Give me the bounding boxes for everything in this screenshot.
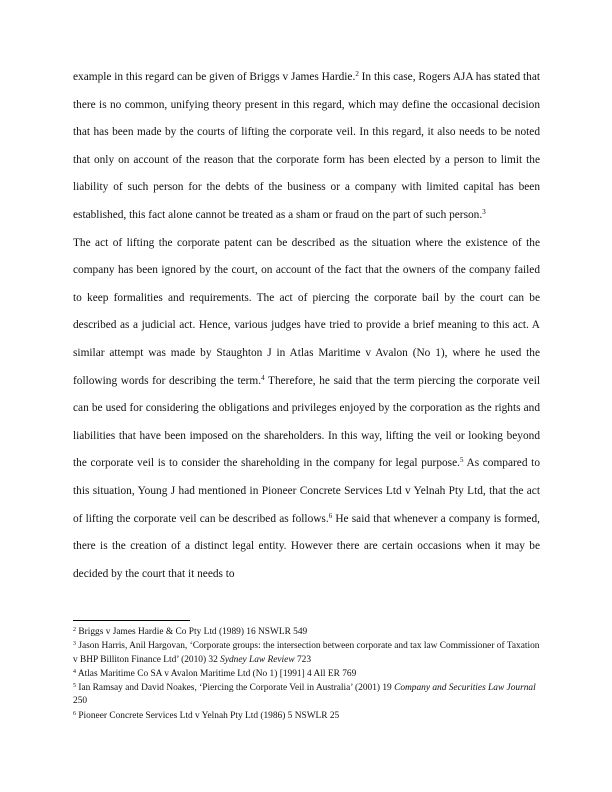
footnote-text: Ian Ramsay and David Noakes, ‘Piercing the Corporate Veil in Australia’ (2001) 19 [76, 683, 395, 694]
footnote [73, 668, 540, 681]
text-run: Therefore, he said that the term piercing the corporate veil can be used for considering the obligations and privileges enjoyed by the corporation as the rights and liabilities that have been imposed on the shareholders. In this way, lifting the veil or looking beyond the corporate veil is to consider the shareholding in the company for legal purpose. [73, 374, 541, 470]
footnote-text: Briggs v James Hardie & Co Pty Ltd (1989) 16 NSWLR 549 [76, 627, 308, 637]
footnote-ref[interactable]: 3 [482, 207, 486, 216]
footnote-number: 6 [73, 710, 76, 717]
footnote-number: 2 [73, 627, 76, 633]
footnote-text: 723 [294, 654, 311, 665]
text-run: As compared to this situation, Young J had mentioned in Pioneer Concrete Services Ltd v Yelnah Pty Ltd, that the act of lifting the corporate veil can be described as follows. [73, 457, 540, 525]
footnote-separator [73, 620, 190, 621]
text-run: example in this regard can be given of Briggs v James Hardie. [73, 71, 356, 83]
paragraph [73, 230, 540, 589]
footnote [73, 626, 540, 639]
footnote-number: 3 [73, 641, 76, 648]
body-text [73, 64, 540, 588]
footnote-ref[interactable]: 2 [355, 70, 359, 78]
footnote-ref[interactable]: 5 [459, 456, 464, 465]
text-run: The act of lifting the corporate patent can be described as the situation where the existence of the company has been ignored by the court, on account of the fact that the owners of the company failed to keep formalities and requirements. The act of piercing the corporate bail by the court can be described as a judicial act. Hence, various judges have tried to provide a brief meaning to this act. A similar attempt was made by Staughton J in Atlas Maritime v Avalon (No 1), where he used the following words for describing the term. [73, 236, 540, 387]
footnote [73, 710, 540, 723]
footnotes [73, 626, 540, 724]
journal-title: Sydney Law Review [220, 654, 295, 665]
text-run: He said that whenever a company is formed, there is the creation of a distinct legal entity. However there are certain occasions when it may be decided by the court that it needs to [73, 512, 540, 580]
text-run: In this case, Rogers AJA has stated that there is no common, unifying theory present in this regard, which may define the occasional decision that has been made by the courts of lifting the corporate veil. In this regard, it also needs to be noted that only on account of the reason that the corporate form has been elected by a person to limit the liability of such person for the debts of the business or a company with limited capital has been established, this fact alone cannot be treated as a sham or fraud on the part of such person. [73, 71, 541, 221]
journal-title: Company and Securities Law Journal [394, 683, 536, 694]
footnote-ref[interactable]: 6 [328, 511, 333, 520]
footnote-number: 4 [73, 668, 76, 675]
footnote [73, 682, 540, 709]
footnote-text: Atlas Maritime Co SA v Avalon Maritime Ltd (No 1) [1991] 4 All ER 769 [76, 668, 357, 679]
footnote-text: 250 [73, 696, 88, 707]
footnote [73, 640, 540, 667]
footnote-number: 5 [73, 683, 76, 690]
paragraph [73, 64, 540, 230]
footnote-text: Pioneer Concrete Services Ltd v Yelnah Pty Ltd (1986) 5 NSWLR 25 [76, 710, 340, 721]
footnote-text: Jason Harris, Anil Hargovan, ‘Corporate groups: the intersection between corporate and tax law Commissioner of Taxation v BHP Billiton Finance Ltd’ (2010) 32 [73, 641, 540, 665]
footnote-ref[interactable]: 4 [261, 373, 265, 382]
